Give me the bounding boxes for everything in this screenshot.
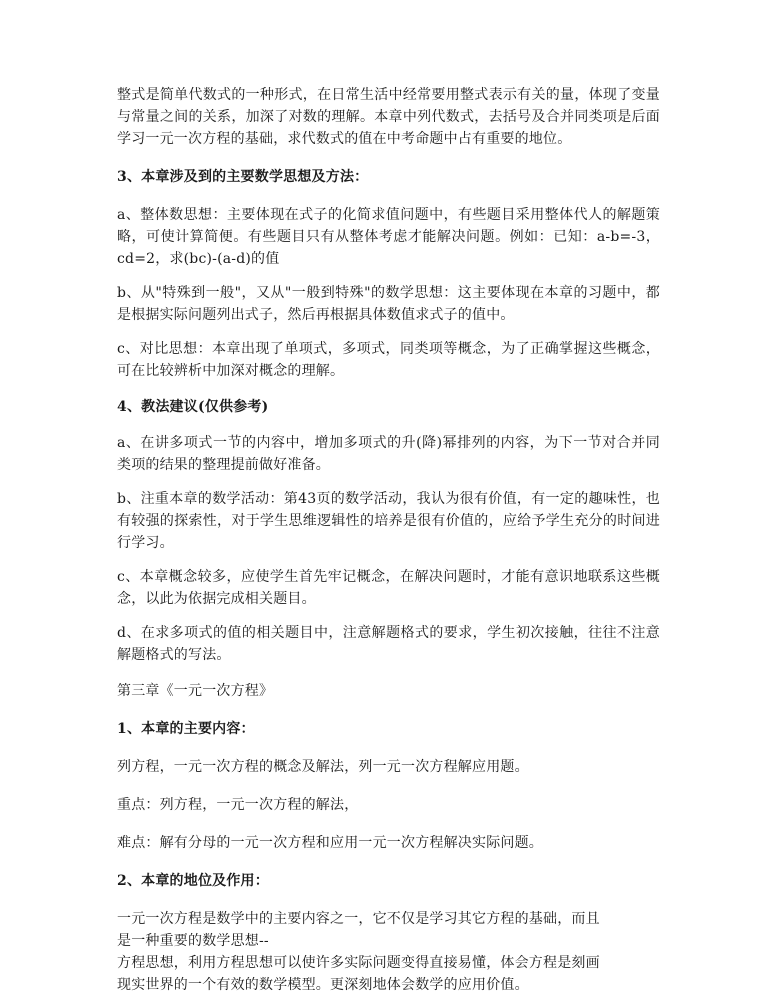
chapter-title: 第三章《一元一次方程》: [117, 683, 274, 699]
teaching-b-paragraph: b、注重本章的数学活动：第43页的数学活动，我认为很有价值，有一定的趣味性，也有较强的探索性，对于学生思维逻辑性的培养是很有价值的，应给予学生充分的时间进行学习。: [117, 491, 660, 551]
role-line: 是一种重要的数学思想--: [117, 933, 269, 949]
intro-paragraph: 整式是简单代数式的一种形式，在日常生活中经常要用整式表示有关的量，体现了变量与常量之间的关系，加深了对数的理解。本章中列代数式，去括号及合并同类项是后面学习一元一次方程的基础，求代数式的值在中考命题中占有重要的地位。: [117, 87, 660, 147]
section-heading-content: 1、本章的主要内容：: [117, 721, 255, 737]
teaching-d-paragraph: d、在求多项式的值的相关题目中，注意解题格式的要求，学生初次接触，往往不注意解题格式的写法。: [117, 625, 660, 663]
content-paragraph: 列方程，一元一次方程的概念及解法，列一元一次方程解应用题。: [117, 759, 529, 775]
teaching-a-paragraph: a、在讲多项式一节的内容中，增加多项式的升(降)幂排列的内容，为下一节对合并同类项的结果的整理提前做好准备。: [117, 435, 660, 473]
role-paragraph: [117, 908, 660, 996]
teaching-c-paragraph: c、本章概念较多，应使学生首先牢记概念，在解决问题时，才能有意识地联系这些概念，以此为依据完成相关题目。: [117, 569, 660, 607]
section-heading-methods: 3、本章涉及到的主要数学思想及方法：: [117, 169, 369, 185]
role-line: 现实世界的一个有效的数学模型。更深刻地体会数学的应用价值。: [117, 977, 529, 993]
role-line: 一元一次方程是数学中的主要内容之一，它不仅是学习其它方程的基础，而且: [117, 911, 600, 927]
section-heading-teaching: 4、教法建议(仅供参考): [117, 399, 269, 415]
difficult-points-paragraph: 难点：解有分母的一元一次方程和应用一元一次方程解决实际问题。: [117, 835, 543, 851]
role-line: 方程思想，利用方程思想可以使许多实际问题变得直接易懂，体会方程是刻画: [117, 955, 600, 971]
method-a-paragraph: a、整体数思想：主要体现在式子的化简求值问题中，有些题目采用整体代人的解题策略，可使计算简便。有些题目只有从整体考虑才能解决问题。例如：已知：a-b=-3，cd=2，求(bc)-(a-d)的值: [117, 207, 660, 267]
section-heading-role: 2、本章的地位及作用：: [117, 873, 269, 889]
key-points-paragraph: 重点：列方程，一元一次方程的解法，: [117, 797, 359, 813]
method-c-paragraph: c、对比思想：本章出现了单项式，多项式，同类项等概念，为了正确掌握这些概念，可在比较辨析中加深对概念的理解。: [117, 341, 660, 379]
method-b-paragraph: b、从"特殊到一般"，又从"一般到特殊"的数学思想：这主要体现在本章的习题中，都是根据实际问题列出式子，然后再根据具体数值求式子的值中。: [117, 285, 660, 323]
